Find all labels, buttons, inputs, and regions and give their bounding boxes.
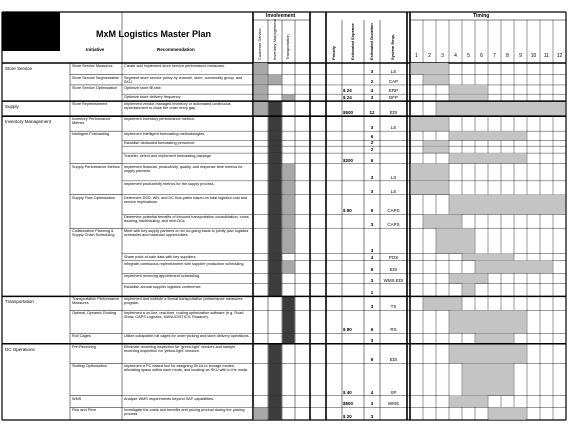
involvement-col-header: Inventory Management (271, 19, 277, 60)
recommendation-text: Segment store service policy by channel, store, commodity group, and SKU. (124, 75, 243, 84)
timing-month-header: 2 (428, 53, 431, 59)
initiative-label: Optimal, Dynamic Routing (72, 311, 117, 316)
involvement-cell (269, 75, 282, 85)
estimated-duration: 4 (370, 88, 374, 94)
header-black-block (2, 12, 60, 51)
initiative-label: Pick and Price (72, 408, 97, 413)
initiative-label: Store Service Optimization (72, 85, 117, 90)
estimated-duration: 3 (370, 337, 374, 343)
timing-month-header: 1 (415, 53, 418, 59)
involvement-cell (254, 94, 268, 101)
recommendation-text: Implement receiving appointment scheduling. (124, 274, 201, 279)
system-reqs: WMS (388, 401, 399, 407)
system-reqs: LS (390, 125, 397, 131)
estimated-duration: 3 (370, 125, 374, 131)
group-label: DC Operations (5, 346, 35, 352)
initiative-label: Supply Flow Optimization (72, 195, 115, 200)
estimated-duration: 3 (370, 414, 374, 419)
involvement-cell (269, 228, 282, 253)
involvement-cell (269, 101, 282, 116)
system-reqs: TS (390, 304, 397, 310)
recommendation-text: Implement a on-line, real-time, routing optimization software (e.g. Road Show, CAPS Logistics, MANUGISTICS, Roadnet). (124, 311, 244, 320)
timing-bar (424, 146, 449, 153)
involvement-cell (269, 164, 282, 181)
timing-bar (424, 296, 462, 310)
system-reqs: WMS EDI (383, 277, 404, 283)
initiative-label: Collaborative Planning & Supply Chain Scheduling (72, 229, 115, 238)
estimated-duration: 6 (370, 327, 374, 333)
recommendation-text: Implement financial, productivity, quality, and response time metrics for supply partners. (124, 164, 243, 173)
involvement-cell (283, 164, 295, 181)
recommendation-text: Implement productivity metrics for the supply process. (124, 181, 215, 186)
estimated-duration: 3 (370, 68, 374, 74)
recommendation-header: Recommendation (157, 47, 195, 52)
timing-bar (424, 75, 449, 85)
initiative-label: Pre-Receiving (72, 344, 96, 349)
system-reqs: CAPS (387, 222, 400, 228)
estimated-expense: $ 40 (343, 389, 352, 395)
timing-month-header: 8 (506, 53, 509, 59)
estimated-duration: 4 (370, 254, 374, 260)
system-reqs: LS (390, 188, 397, 194)
timing-month-header: 12 (556, 53, 563, 59)
timing-bar (424, 140, 449, 146)
estimated-duration: 6 (370, 267, 374, 273)
timing-month-header: 9 (519, 53, 522, 59)
involvement-cell (269, 254, 282, 261)
timing-bar (450, 153, 527, 163)
recommendation-text: Eliminate receiving inspection for 'green-light' vendors and sample receiving inspection for 'yellow-light' vendors. (124, 344, 236, 353)
timing-month-header: 11 (543, 53, 550, 59)
involvement-cell (269, 116, 282, 131)
system-reqs: EDI (389, 267, 398, 273)
timing-month-header: 7 (493, 53, 496, 59)
system-reqs: RS (390, 327, 397, 333)
timing-month-header: 4 (454, 53, 457, 59)
timing-bar (463, 254, 514, 261)
involvement-cell (283, 310, 295, 333)
metric-col-header: Estimated Expense (349, 23, 355, 60)
page-title: MxM Logistics Master Plan (96, 29, 212, 39)
involvement-cell (283, 181, 295, 195)
system-reqs: SP (390, 389, 397, 395)
initiative-label: Store Service Measures (72, 64, 113, 68)
timing-bar (411, 63, 449, 75)
recommendation-text: Utilize collapsible roll cages for order picking and store delivery operations. (124, 334, 250, 339)
recommendation-text: Implement intelligent forecasting methodologies. (124, 132, 206, 137)
estimated-duration: 4 (370, 389, 374, 395)
recommendation-text: Investigate the costs and benefits and pricing product during the picking process. (124, 408, 245, 417)
estimated-duration: 6 (370, 157, 374, 163)
initiative-label: Inventory Performance Metrics (72, 117, 111, 126)
group-label: Inventory Management (5, 119, 52, 125)
involvement-cell (254, 75, 268, 85)
timing-bar (489, 407, 527, 420)
initiative-label: Transportation Performance Measures (72, 297, 120, 306)
initiative-label: Store Replenishment (72, 102, 108, 107)
recommendation-text: Establish dedicated forecasting personnel. (124, 141, 196, 146)
estimated-duration: 3 (370, 277, 374, 283)
timing-bar (450, 273, 488, 283)
timing-header: Timing (473, 13, 490, 19)
estimated-duration: 3 (370, 188, 374, 194)
timing-month-header: 3 (441, 53, 444, 59)
recommendation-text: Determine potential benefits of inbound transportation consolidation, cross docking, backhauling, and mini-DCs. (124, 215, 249, 224)
recommendation-text: Optimize store fill rate. (124, 85, 162, 90)
involvement-cell (269, 195, 282, 215)
involvement-cell (254, 407, 268, 420)
estimated-duration: 6 (370, 134, 374, 140)
estimated-expense: $500 (343, 110, 354, 116)
estimated-duration: 3 (370, 304, 374, 310)
timing-bar (450, 94, 488, 101)
initiative-label: Supply Performance Metrics (72, 164, 120, 169)
estimated-expense: $ 80 (343, 208, 352, 214)
involvement-cell (269, 261, 282, 274)
initiative-label: Store Service Segmentation (72, 75, 120, 80)
timing-bar (476, 333, 514, 343)
initiative-label: Intelligent Forecasting (72, 132, 110, 137)
involvement-cell (269, 344, 282, 364)
timing-bar (411, 181, 449, 195)
involvement-cell (269, 146, 282, 153)
timing-bar (450, 396, 488, 408)
involvement-cell (254, 101, 268, 116)
involvement-cell (269, 131, 282, 140)
involvement-cell (269, 284, 282, 297)
involvement-cell (269, 396, 282, 408)
involvement-cell (283, 94, 295, 101)
system-reqs: DFP (389, 95, 398, 101)
timing-month-header: 5 (467, 53, 470, 59)
estimated-duration: 3 (370, 247, 374, 253)
involvement-cell (269, 407, 282, 420)
estimated-duration: 9 (370, 208, 374, 214)
recommendation-text: Implement a PC-based tool for assigning SKUs to storage modes, allocating space within each mode, and locating an SKU with in the mode. (124, 364, 249, 373)
system-reqs: LS (390, 174, 397, 180)
recommendation-text: Meet with key supply partners on an on-going basis to jointly plan logistics schedules and backhaul opportunities. (124, 229, 249, 238)
estimated-duration: 1 (370, 290, 374, 296)
involvement-cell (254, 63, 268, 75)
timing-bar (450, 131, 527, 140)
recommendation-text: Determine DSD, WH, and DC flow paths based on total logistics cost and service implications. (124, 195, 248, 204)
estimated-duration: 2 (370, 147, 374, 153)
involvement-cell (269, 363, 282, 395)
timing-bar (450, 310, 527, 333)
estimated-duration: 3 (370, 401, 374, 407)
recommendation-text: Create and implement store service performance measures. (124, 64, 226, 68)
recommendation-text: Establish annual supplier logistics conference. (124, 284, 202, 289)
recommendation-text: Transfer, select and implement forecasting package. (124, 154, 212, 159)
recommendation-text: Implement vendor managed inventory or automated continuous replenishment to close the order entry gap. (124, 102, 231, 111)
involvement-cell (283, 333, 295, 343)
recommendation-text: Optimize store delivery frequency. (124, 95, 182, 100)
timing-bar (463, 363, 514, 395)
estimated-expense: $200 (343, 157, 354, 163)
system-reqs: LS (390, 68, 397, 74)
estimated-expense: $500 (343, 401, 354, 407)
estimated-duration: 3 (370, 174, 374, 180)
recommendation-text: Implement inventory performance metrics. (124, 117, 195, 122)
recommendation-text: Implement and institute a formal transportation performance measures program. (124, 297, 243, 306)
initiative-header: Initiative (86, 47, 105, 52)
involvement-cell (283, 261, 295, 274)
group-label: Transportation (5, 299, 34, 305)
timing-bar (450, 344, 527, 364)
timing-bar (437, 101, 566, 116)
estimated-duration: 2 (370, 78, 374, 84)
timing-bar (463, 284, 475, 297)
estimated-duration: 12 (369, 110, 375, 116)
involvement-cell (269, 153, 282, 163)
timing-bar (411, 116, 449, 131)
system-reqs: CAPS (387, 208, 400, 214)
timing-month-header: 10 (530, 53, 537, 59)
initiative-label: WMS (72, 396, 82, 401)
estimated-duration: 2 (370, 140, 374, 146)
estimated-duration: 6 (370, 357, 374, 363)
involvement-cell (269, 214, 282, 228)
initiative-label: Roll Cages (72, 334, 91, 339)
estimated-expense: $ 20 (343, 414, 352, 419)
timing-bar (476, 261, 553, 274)
system-reqs: ERP (388, 88, 399, 94)
group-label: Store Service (5, 66, 33, 71)
timing-bar (450, 85, 488, 94)
estimated-expense: $ 24 (343, 95, 352, 101)
involvement-cell (283, 228, 295, 253)
metric-col-header: System Reqs. (390, 33, 395, 60)
recommendation-text: Integrate continuous replenishment with supplier production scheduling. (124, 261, 245, 266)
timing-bar (437, 228, 475, 253)
involvement-cell (269, 273, 282, 283)
system-reqs: POS (388, 254, 399, 260)
estimated-duration: 3 (370, 222, 374, 228)
timing-month-header: 6 (480, 53, 483, 59)
metric-col-header: Estimated Duration (368, 23, 374, 60)
timing-bar (450, 195, 566, 215)
system-reqs: EDI (389, 110, 398, 116)
recommendation-text: Analyze WMS requirements beyond SAP capabilities. (124, 396, 215, 401)
recommendation-text: Share point-of-sale data with key suppliers. (124, 254, 197, 259)
involvement-cell (283, 214, 295, 228)
estimated-duration: 3 (370, 95, 374, 101)
group-label: Supply (5, 104, 19, 110)
involvement-cell (283, 195, 295, 215)
timing-bar (424, 214, 462, 228)
metric-col-header: Priority (330, 45, 336, 60)
initiative-label: Slotting Optimization (72, 364, 107, 369)
involvement-col-header: Transportation (285, 34, 290, 60)
involvement-cell (283, 296, 295, 310)
involvement-cell (269, 181, 282, 195)
involvement-cell (254, 85, 268, 94)
estimated-expense: $ 80 (343, 327, 352, 333)
timing-bar (411, 164, 449, 181)
involvement-header: Involvement (266, 13, 296, 19)
system-reqs: EDI (389, 357, 398, 363)
involvement-cell (269, 140, 282, 146)
involvement-col-header: Customer Service (257, 28, 262, 60)
estimated-expense: $ 24 (343, 88, 352, 94)
system-reqs: CAP (388, 78, 399, 84)
